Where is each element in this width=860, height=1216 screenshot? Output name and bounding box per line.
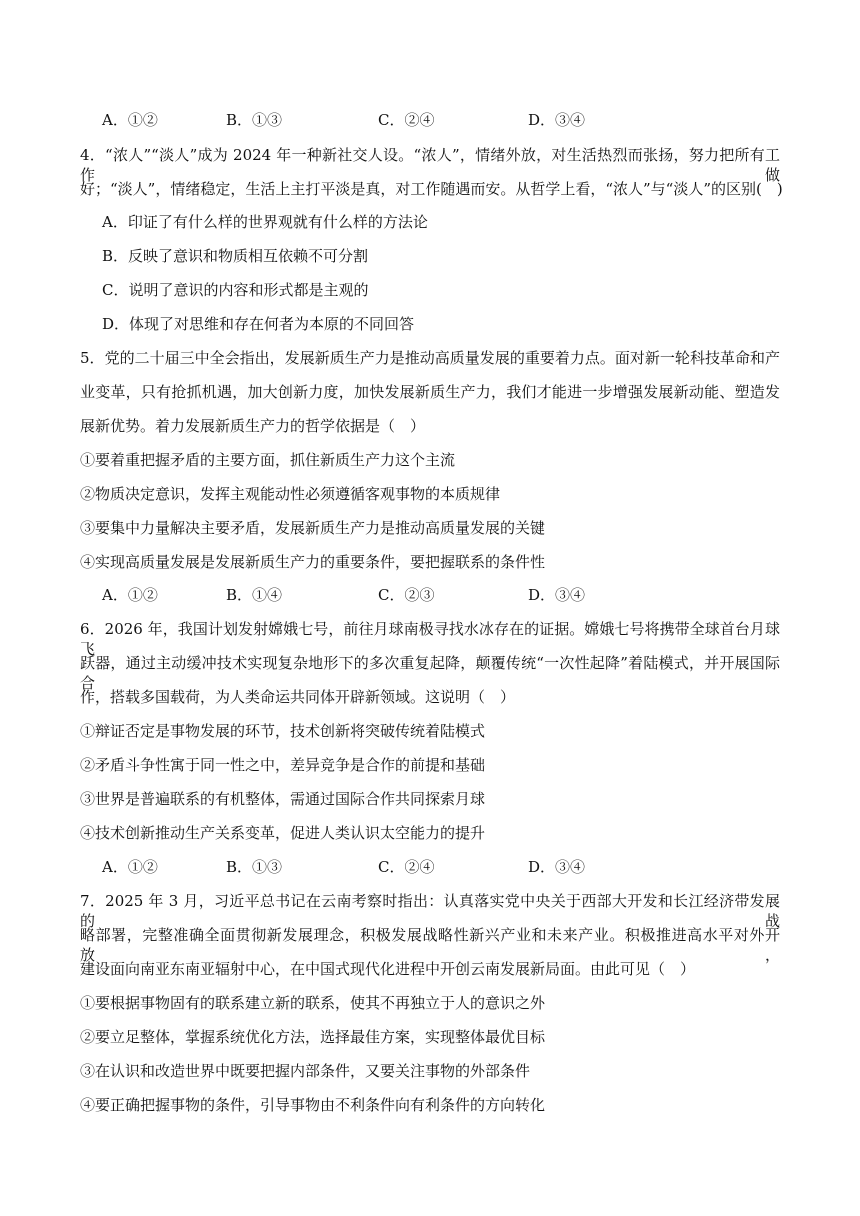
q5-stem-line-2: 业变革，只有抢抓机遇，加大创新力度，加快发展新质生产力，我们才能进一步增强发展新动能、塑造发: [80, 383, 780, 401]
option-a: A．①②: [102, 111, 158, 129]
option-c: C．②④: [378, 858, 435, 876]
q5-statement-2: ②物质决定意识，发挥主观能动性必须遵循客观事物的本质规律: [80, 485, 501, 503]
option-b: B．①③: [226, 111, 283, 129]
q5-stem-line-1: 5．党的二十届三中全会指出，发展新质生产力是推动高质量发展的重要着力点。面对新一轮科技革命和产: [80, 349, 780, 367]
q7-stem-line-2: 略部署，完整准确全面贯彻新发展理念，积极发展战略性新兴产业和未来产业。积极推进高水平对外开放，: [80, 926, 780, 964]
q4-option-b: B．反映了意识和物质相互依赖不可分割: [102, 247, 369, 265]
option-c: C．②③: [378, 586, 435, 604]
q4-option-c: C．说明了意识的内容和形式都是主观的: [102, 281, 369, 299]
q6-options: [102, 857, 782, 877]
q5-stem-line-3: 展新优势。着力发展新质生产力的哲学依据是（ ）: [80, 417, 426, 435]
q5-statement-1: ①要着重把握矛盾的主要方面，抓住新质生产力这个主流: [80, 451, 456, 469]
option-a: A．①②: [102, 858, 158, 876]
q7-statement-2: ②要立足整体，掌握系统优化方法，选择最佳方案，实现整体最优目标: [80, 1028, 546, 1046]
q6-statement-4: ④技术创新推动生产关系变革，促进人类认识太空能力的提升: [80, 824, 486, 842]
q7-statement-1: ①要根据事物固有的联系建立新的联系，使其不再独立于人的意识之外: [80, 994, 546, 1012]
q5-statement-3: ③要集中力量解决主要矛盾，发展新质生产力是推动高质量发展的关键: [80, 519, 546, 537]
option-b: B．①④: [226, 586, 283, 604]
q4-stem-line-2: 好；“淡人”，情绪稳定，生活上主打平淡是真，对工作随遇而安。从哲学上看，“浓人”与“淡人”的区别( ): [80, 180, 783, 198]
option-d: D．③④: [528, 111, 586, 129]
q6-statement-3: ③世界是普遍联系的有机整体，需通过国际合作共同探索月球: [80, 790, 486, 808]
q4-stem-line-1: 4．“浓人”“淡人”成为 2024 年一种新社交人设。“浓人”，情绪外放，对生活热烈而张扬，努力把所有工作做: [80, 146, 780, 184]
option-d: D．③④: [528, 858, 586, 876]
option-b: B．①③: [226, 858, 283, 876]
q5-statement-4: ④实现高质量发展是发展新质生产力的重要条件，要把握联系的条件性: [80, 553, 546, 571]
q7-stem-line-3: 建设面向南亚东南亚辐射中心，在中国式现代化进程中开创云南发展新局面。由此可见（ ）: [80, 960, 696, 978]
q6-statement-1: ①辩证否定是事物发展的环节，技术创新将突破传统着陆模式: [80, 722, 486, 740]
option-d: D．③④: [528, 586, 586, 604]
q6-stem-line-1: 6．2026 年，我国计划发射嫦娥七号，前往月球南极寻找水冰存在的证据。嫦娥七号将携带全球首台月球飞: [80, 620, 780, 658]
q3-options: [102, 110, 782, 130]
q5-options: [102, 585, 782, 605]
q6-stem-line-2: 跃器，通过主动缓冲技术实现复杂地形下的多次重复起降，颠覆传统“一次性起降”着陆模式，并开展国际合: [80, 654, 780, 692]
q6-statement-2: ②矛盾斗争性寓于同一性之中，差异竞争是合作的前提和基础: [80, 756, 486, 774]
q7-stem-line-1: 7．2025 年 3 月，习近平总书记在云南考察时指出：认真落实党中央关于西部大开发和长江经济带发展的战: [80, 892, 780, 930]
option-c: C．②④: [378, 111, 435, 129]
q7-statement-4: ④要正确把握事物的条件，引导事物由不利条件向有利条件的方向转化: [80, 1096, 546, 1114]
q6-stem-line-3: 作，搭载多国载荷，为人类命运共同体开辟新领域。这说明（ ）: [80, 688, 516, 706]
q4-option-a: A．印证了有什么样的世界观就有什么样的方法论: [102, 213, 428, 231]
q7-statement-3: ③在认识和改造世界中既要把握内部条件，又要关注事物的外部条件: [80, 1062, 531, 1080]
option-a: A．①②: [102, 586, 158, 604]
q4-option-d: D．体现了对思维和存在何者为本原的不同回答: [102, 315, 415, 333]
